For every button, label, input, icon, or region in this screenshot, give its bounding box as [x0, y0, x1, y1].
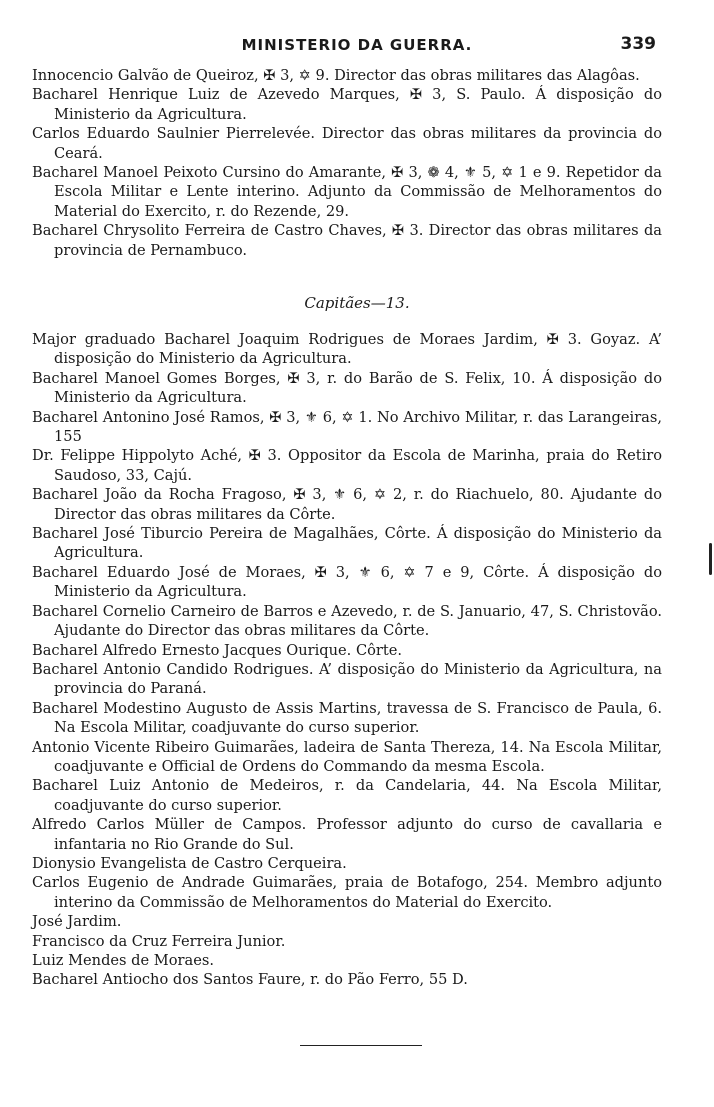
- list-item: Bacharel João da Rocha Fragoso, ✠ 3, ⚜ 6, ✡ 2, r. do Riachuelo, 80. Ajudante do Director das obras militares da Côrte.: [32, 486, 662, 523]
- list-item: Bacharel Modestino Augusto de Assis Martins, travessa de S. Francisco de Paula, 6. Na Escola Militar, coadjuvante do curso superior.: [32, 699, 662, 737]
- list-item: Bacharel Antonio Candido Rodrigues. A’ disposição do Ministerio da Agricultura, na provincia do Paraná.: [32, 660, 662, 698]
- page-number: 339: [620, 34, 656, 54]
- page-header: [0, 36, 714, 60]
- list-item: Bacharel Antiocho dos Santos Faure, r. do Pão Ferro, 55 D.: [32, 971, 468, 989]
- list-item: Alfredo Carlos Müller de Campos. Professor adjunto do curso de cavallaria e infantaria no Rio Grande do Sul.: [32, 816, 662, 853]
- page-edge-mark: [709, 543, 712, 575]
- list-item: Dionysio Evangelista de Castro Cerqueira.: [32, 854, 347, 872]
- list-item: Bacharel Eduardo José de Moraes, ✠ 3, ⚜ 6, ✡ 7 e 9, Côrte. Á disposição do Ministerio da Agricultura.: [32, 563, 662, 601]
- list-item: Luiz Mendes de Moraes.: [32, 952, 214, 969]
- list-item: Antonio Vicente Ribeiro Guimarães, ladeira de Santa Thereza, 14. Na Escola Militar, coadjuvante e Official de Ordens do Commando da mesma Escola.: [32, 738, 662, 775]
- list-item: Dr. Felippe Hippolyto Aché, ✠ 3. Oppositor da Escola de Marinha, praia do Retiro Saudoso, 33, Cajú.: [32, 447, 662, 484]
- closing-rule: [300, 1045, 422, 1046]
- list-item: Innocencio Galvão de Queiroz, ✠ 3, ✡ 9. Director das obras militares das Alagôas.: [32, 67, 640, 84]
- list-item: Francisco da Cruz Ferreira Junior.: [32, 932, 286, 950]
- list-item: Bacharel Luiz Antonio de Medeiros, r. da Candelaria, 44. Na Escola Militar, coadjuvante do curso superior.: [32, 777, 662, 814]
- list-item: José Jardim.: [32, 913, 122, 931]
- list-item: Bacharel Henrique Luiz de Azevedo Marques, ✠ 3, S. Paulo. Á disposição do Ministerio da Agricultura.: [32, 86, 662, 123]
- page-title: MINISTERIO DA GUERRA.: [241, 36, 473, 54]
- list-item: Bacharel Cornelio Carneiro de Barros e Azevedo, r. de S. Januario, 47, S. Christovão. Ajudante do Director das obras militares da Côrte.: [32, 602, 662, 640]
- list-item: Carlos Eduardo Saulnier Pierrelevée. Director das obras militares da provincia do Ceará.: [32, 125, 662, 162]
- list-item: Bacharel Chrysolito Ferreira de Castro Chaves, ✠ 3. Director das obras militares da provincia de Pernambuco.: [32, 222, 662, 259]
- section-heading: Capitães—13.: [304, 294, 410, 312]
- list-item: Bacharel José Tiburcio Pereira de Magalhães, Côrte. Á disposição do Ministerio da Agricultura.: [32, 525, 662, 562]
- list-item: Bacharel Manoel Peixoto Cursino do Amarante, ✠ 3, ❁ 4, ⚜ 5, ✡ 1 e 9. Repetidor da Escola Militar e Lente interino. Adjunto da Commissão de Melhoramentos do Material do Exercito, r. do Rezende, 29.: [32, 164, 662, 220]
- entry-list-bottom: [32, 330, 662, 990]
- list-item: Bacharel Manoel Gomes Borges, ✠ 3, r. do Barão de S. Felix, 10. Á disposição do Ministerio da Agricultura.: [32, 369, 662, 407]
- entry-list-top: [32, 66, 662, 260]
- list-item: Major graduado Bacharel Joaquim Rodrigues de Moraes Jardim, ✠ 3. Goyaz. A’ disposição do Ministerio da Agricultura.: [32, 331, 662, 368]
- list-item: Bacharel Alfredo Ernesto Jacques Ourique. Côrte.: [32, 641, 403, 659]
- list-item: Bacharel Antonino José Ramos, ✠ 3, ⚜ 6, ✡ 1. No Archivo Militar, r. das Larangeiras, 155: [32, 408, 662, 446]
- list-item: Carlos Eugenio de Andrade Guimarães, praia de Botafogo, 254. Membro adjunto interino da Commissão de Melhoramentos do Material do Exercito.: [32, 874, 662, 911]
